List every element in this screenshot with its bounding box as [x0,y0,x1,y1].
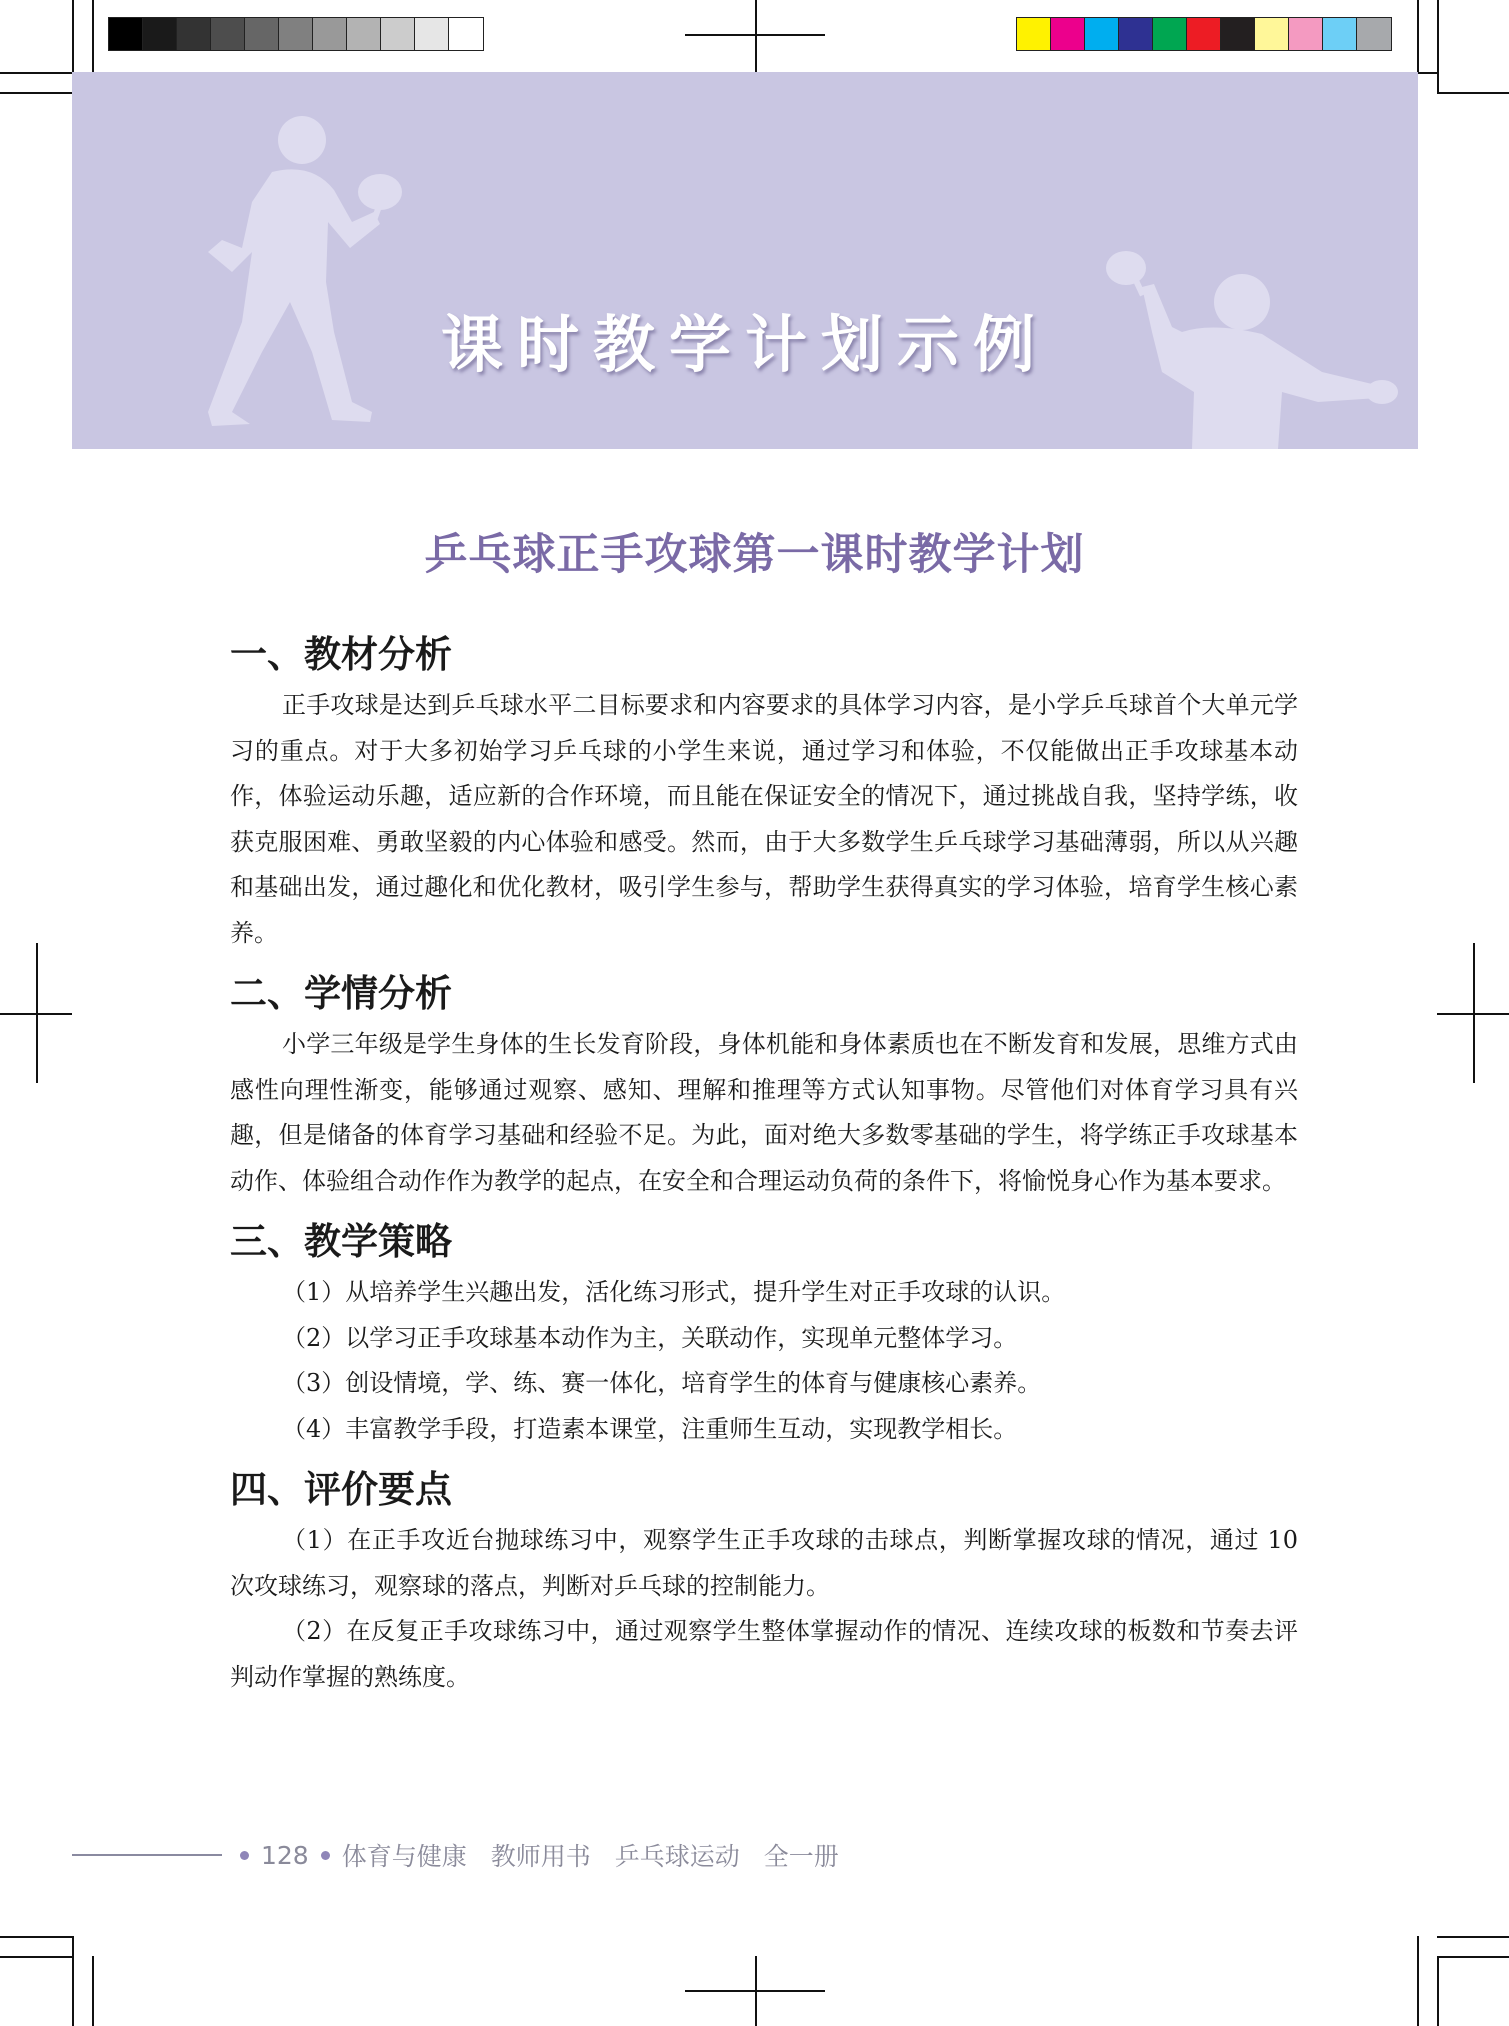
table-tennis-player-silhouette-right [1082,72,1402,449]
registration-mark [1437,1013,1509,1015]
crop-mark [0,1956,72,1958]
registration-mark [0,1013,72,1015]
registration-mark [755,0,757,72]
color-swatch [211,18,245,50]
registration-mark [685,34,825,36]
list-item: （1）在正手攻近台抛球练习中，观察学生正手攻球的击球点，判断掌握攻球的情况，通过 10 次攻球练习，观察球的落点，判断对乒乓球的控制能力。 [230,1526,1298,1600]
footer-rule [72,1854,222,1856]
color-swatch [109,18,143,50]
bullet-dot-icon [240,1851,249,1860]
page-number: 128 [261,1840,309,1870]
crop-mark [1437,92,1509,94]
crop-mark [0,72,72,74]
list-item: （1）从培养学生兴趣出发，活化练习形式，提升学生对正手攻球的认识。 [282,1278,1066,1306]
book-title: 体育与健康 [341,1842,467,1871]
crop-mark [1437,1956,1509,1958]
registration-mark [685,1990,825,1992]
bullet-dot-icon [321,1851,330,1860]
grayscale-color-bar [108,17,484,51]
banner-title: 课时教学计划示例 [440,308,1049,381]
color-swatch [1289,18,1323,50]
color-swatch [279,18,313,50]
crop-mark [92,1956,94,2026]
crop-mark [0,1936,72,1938]
document-body [230,625,1298,1700]
list-item: （2）以学习正手攻球基本动作为主，关联动作，实现单元整体学习。 [282,1323,1018,1352]
color-swatch [313,18,347,50]
list-item: （3）创设情境，学、练、赛一体化，培育学生的体育与健康核心素养。 [282,1369,1042,1397]
section-heading: 一、教材分析 [230,632,452,676]
section-paragraph: 小学三年级是学生身体的生长发育阶段，身体机能和身体素质也在不断发育和发展，思维方式由感性向理性渐变，能够通过观察、感知、理解和推理等方式认知事物。尽管他们对体育学习具有兴趣，但是储备的体育学习基础和经验不足。为此，面对绝大多数零基础的学生，将学练正手攻球基本动作、体验组合动作作为教学的起点，在安全和合理运动负荷的条件下，将愉悦身心作为基本要求。 [230,1030,1298,1195]
process-color-bar [1016,17,1392,51]
color-swatch [449,18,483,50]
color-swatch [1255,18,1289,50]
color-swatch [1119,18,1153,50]
color-swatch [1085,18,1119,50]
color-swatch [1357,18,1391,50]
color-swatch [347,18,381,50]
color-swatch [415,18,449,50]
book-edition: 教师用书 [490,1842,591,1871]
color-swatch [177,18,211,50]
crop-mark [0,92,72,94]
crop-mark [1417,0,1419,72]
color-swatch [1051,18,1085,50]
list-item: （2）在反复正手攻球练习中，通过观察学生整体掌握动作的情况、连续攻球的板数和节奏去评判动作掌握的熟练度。 [230,1617,1298,1691]
color-swatch [245,18,279,50]
color-swatch [1187,18,1221,50]
crop-mark [72,0,74,72]
color-swatch [143,18,177,50]
color-swatch [1323,18,1357,50]
crop-mark [1417,1936,1419,2026]
section-paragraph: 正手攻球是达到乒乓球水平二目标要求和内容要求的具体学习内容，是小学乒乓球首个大单元学习的重点。对于大多初始学习乒乓球的小学生来说，通过学习和体验，不仅能做出正手攻球基本动作，体验运动乐趣，适应新的合作环境，而且能在保证安全的情况下，通过挑战自我，坚持学练，收获克服困难、勇敢坚毅的内心体验和感受。然而，由于大多数学生乒乓球学习基础薄弱，所以从兴趣和基础出发，通过趣化和优化教材，吸引学生参与，帮助学生获得真实的学习体验，培育学生核心素养。 [230,691,1298,947]
crop-mark [1437,0,1439,92]
header-banner [72,72,1418,449]
crop-mark [1437,1936,1509,1938]
color-swatch [381,18,415,50]
list-item: （4）丰富教学手段，打造素本课堂，注重师生互动，实现教学相长。 [282,1414,1018,1443]
book-volume: 全一册 [763,1842,839,1871]
document-title: 乒乓球正手攻球第一课时教学计划 [424,530,1085,580]
color-swatch [1017,18,1051,50]
color-swatch [1153,18,1187,50]
color-swatch [1221,18,1255,50]
book-topic: 乒乓球运动 [614,1842,740,1871]
section-heading: 二、学情分析 [230,971,452,1015]
section-heading: 四、评价要点 [230,1467,452,1511]
crop-mark [92,0,94,72]
page-footer [72,1838,863,1872]
crop-mark [72,1936,74,2026]
section-heading: 三、教学策略 [230,1219,452,1263]
crop-mark [1417,72,1437,74]
crop-mark [1437,1956,1439,2026]
table-tennis-player-silhouette-left [112,72,452,449]
